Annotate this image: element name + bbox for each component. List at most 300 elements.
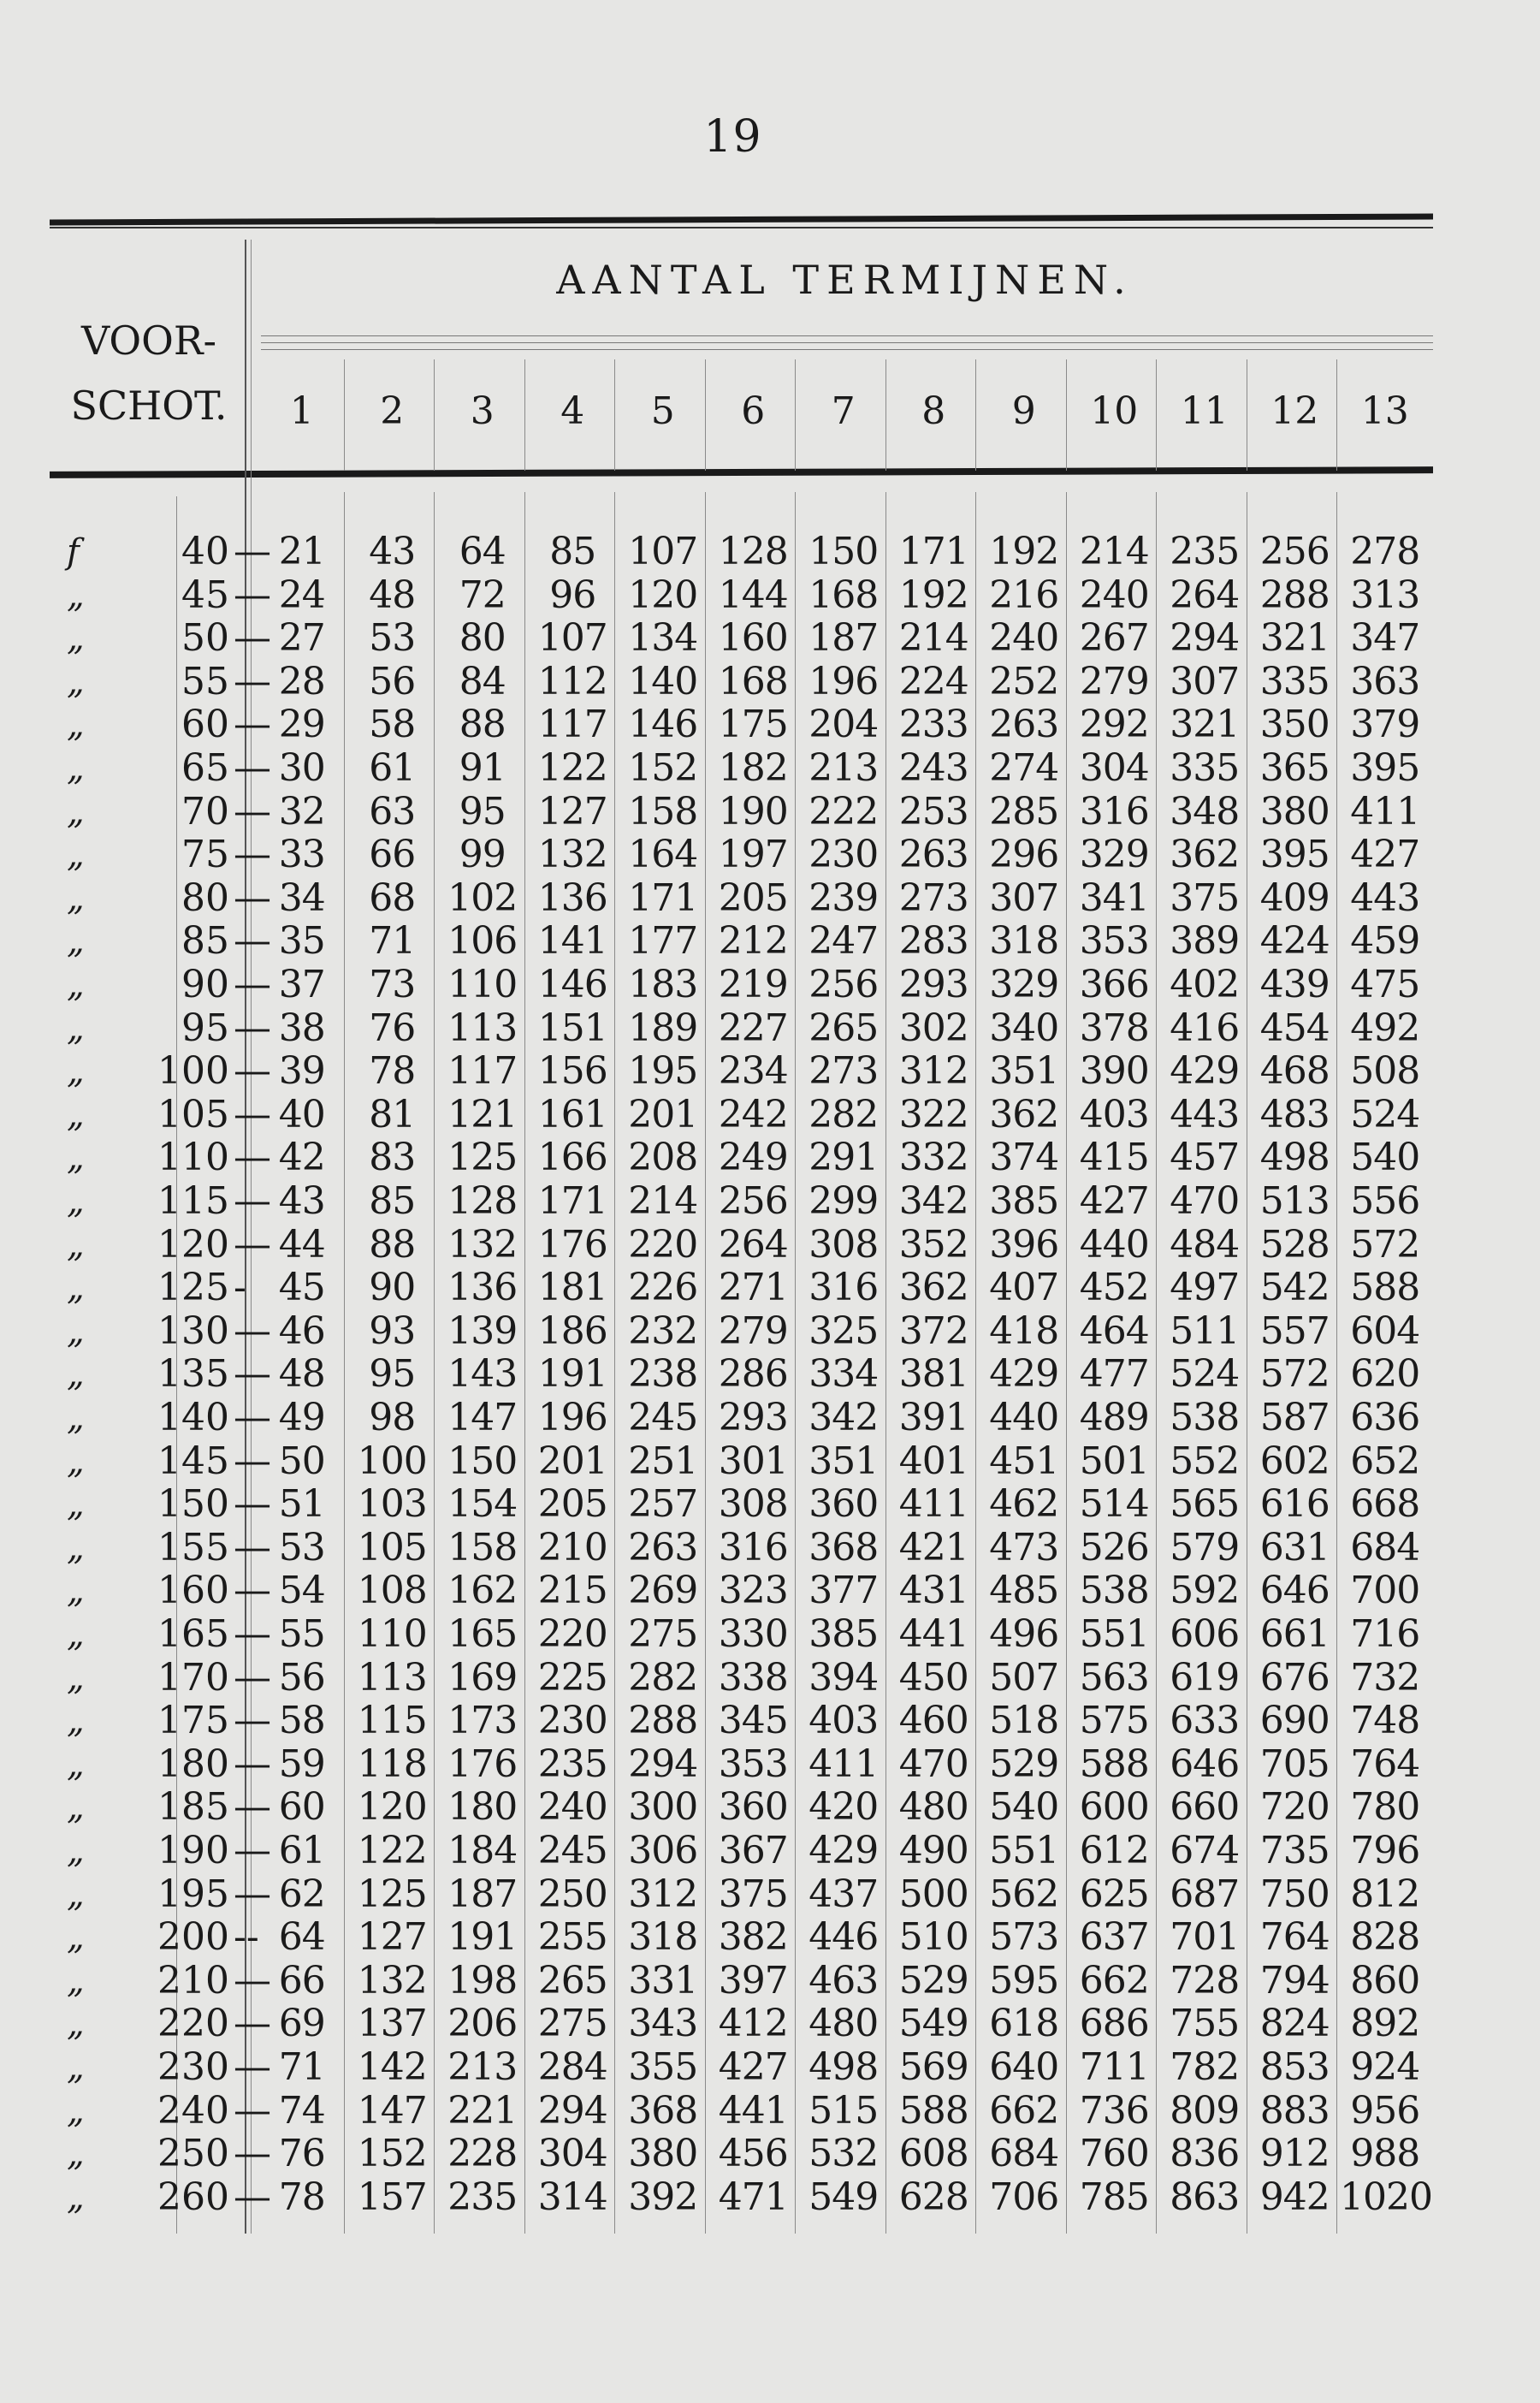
- column-number: 2: [380, 389, 405, 433]
- installment-value: 588: [1079, 1741, 1149, 1786]
- installment-value: 171: [537, 1179, 607, 1223]
- installment-value: 264: [718, 1222, 788, 1267]
- installment-value: 785: [1079, 2175, 1149, 2219]
- installment-value: 150: [808, 530, 879, 573]
- installment-value: 427: [1079, 1179, 1149, 1223]
- installment-value: 125: [357, 1872, 427, 1916]
- currency-mark: f: [67, 532, 80, 572]
- installment-value: 285: [989, 789, 1059, 834]
- installment-value: 377: [808, 1569, 879, 1613]
- installment-value: 362: [898, 1266, 968, 1310]
- installment-value: 78: [278, 2175, 325, 2219]
- amount-dash: —: [234, 2002, 271, 2046]
- installment-value: 132: [357, 1958, 427, 2002]
- installment-value: 103: [357, 1482, 427, 1527]
- installment-value: 132: [447, 1222, 518, 1267]
- installment-value: 551: [1079, 1612, 1149, 1656]
- installment-value: 64: [459, 530, 506, 573]
- installment-value: 924: [1350, 2045, 1420, 2089]
- installment-value: 636: [1350, 1396, 1420, 1439]
- table-row: [50, 1180, 1470, 1223]
- installment-value: 764: [1350, 1741, 1420, 1786]
- installment-value: 245: [537, 1829, 607, 1872]
- installment-value: 498: [808, 2045, 879, 2089]
- installment-value: 105: [357, 1525, 427, 1569]
- amount-dash: —: [234, 1049, 271, 1094]
- installment-value: 524: [1350, 1092, 1420, 1136]
- installment-value: 661: [1259, 1612, 1330, 1656]
- amount-dash: —: [234, 2175, 271, 2219]
- installment-value: 196: [808, 659, 879, 703]
- installment-value: 382: [718, 1915, 788, 1960]
- installment-value: 441: [898, 1612, 968, 1656]
- installment-value: 706: [989, 2175, 1059, 2219]
- installment-value: 619: [1170, 1655, 1240, 1700]
- amount-dash: —: [234, 1222, 271, 1267]
- table-row: [50, 1310, 1470, 1353]
- currency-mark: „: [67, 1485, 85, 1525]
- installment-value: 416: [1170, 1006, 1240, 1050]
- installment-value: 171: [628, 875, 698, 920]
- table-row: [50, 1267, 1470, 1309]
- installment-value: 329: [1079, 833, 1149, 877]
- installment-value: 102: [447, 875, 518, 920]
- installment-value: 90: [369, 1266, 416, 1310]
- installment-value: 288: [628, 1699, 698, 1743]
- installment-value: 108: [357, 1569, 427, 1613]
- table-row: [50, 1094, 1470, 1136]
- currency-mark: „: [67, 1658, 85, 1698]
- installment-value: 34: [278, 875, 325, 920]
- installment-value: 235: [1170, 530, 1240, 573]
- page-number: 19: [703, 111, 762, 163]
- installment-value: 107: [537, 616, 607, 661]
- table-row: [50, 617, 1470, 660]
- installment-value: 288: [1259, 573, 1330, 617]
- installment-value: 394: [808, 1655, 879, 1700]
- installment-value: 150: [447, 1439, 518, 1483]
- installment-value: 169: [447, 1655, 518, 1700]
- installment-value: 43: [369, 530, 416, 573]
- installment-value: 33: [278, 833, 325, 877]
- installment-value: 256: [718, 1179, 788, 1223]
- installment-value: 366: [1079, 963, 1149, 1006]
- installment-value: 304: [1079, 746, 1149, 790]
- installment-value: 224: [898, 659, 968, 703]
- installment-value: 294: [628, 1741, 698, 1786]
- installment-value: 120: [628, 573, 698, 617]
- installment-value: 304: [537, 2132, 607, 2176]
- installment-value: 526: [1079, 1525, 1149, 1569]
- installment-value: 125: [447, 1136, 518, 1180]
- installment-value: 46: [278, 1308, 325, 1353]
- installment-value: 213: [808, 746, 879, 790]
- installment-value: 157: [357, 2175, 427, 2219]
- installment-value: 468: [1259, 1049, 1330, 1094]
- installment-value: 764: [1259, 1915, 1330, 1960]
- installment-value: 391: [898, 1396, 968, 1439]
- installment-value: 182: [718, 746, 788, 790]
- table-row: [50, 964, 1470, 1006]
- advance-amount: 180: [157, 1741, 229, 1786]
- installment-value: 95: [459, 789, 506, 834]
- amount-dash: —: [234, 1741, 271, 1786]
- installment-value: 54: [278, 1569, 325, 1613]
- installment-value: 352: [898, 1222, 968, 1267]
- advance-amount: 150: [157, 1482, 229, 1527]
- installment-value: 459: [1350, 919, 1420, 964]
- installment-value: 71: [278, 2045, 325, 2089]
- installment-value: 128: [447, 1179, 518, 1223]
- table-row: [50, 1743, 1470, 1786]
- table-row: [50, 2002, 1470, 2045]
- installment-value: 457: [1170, 1136, 1240, 1180]
- installment-value: 375: [718, 1872, 788, 1916]
- column-rule: [1336, 359, 1337, 471]
- installment-value: 147: [357, 2088, 427, 2133]
- installment-value: 69: [278, 2002, 325, 2046]
- installment-value: 68: [369, 875, 416, 920]
- installment-value: 690: [1259, 1699, 1330, 1743]
- installment-value: 249: [718, 1136, 788, 1180]
- installment-value: 61: [369, 746, 416, 790]
- advance-amount: 115: [157, 1179, 229, 1223]
- installment-value: 168: [718, 659, 788, 703]
- installment-value: 255: [537, 1915, 607, 1960]
- table-row: [50, 703, 1470, 746]
- installment-value: 595: [989, 1958, 1059, 2002]
- installment-value: 431: [898, 1569, 968, 1613]
- currency-mark: „: [67, 1961, 85, 2001]
- table-row: [50, 2176, 1470, 2219]
- currency-mark: „: [67, 575, 85, 615]
- installment-value: 782: [1170, 2045, 1240, 2089]
- installment-value: 84: [459, 659, 506, 703]
- installment-value: 186: [537, 1308, 607, 1353]
- installment-value: 284: [537, 2045, 607, 2089]
- amount-dash: —: [234, 746, 271, 790]
- currency-mark: „: [67, 1918, 85, 1958]
- installment-value: 294: [537, 2088, 607, 2133]
- installment-value: 158: [447, 1525, 518, 1569]
- voorschot-line1: VOOR-: [80, 317, 216, 364]
- installment-value: 489: [1079, 1396, 1149, 1439]
- installment-value: 372: [898, 1308, 968, 1353]
- installment-value: 156: [537, 1049, 607, 1094]
- installment-value: 321: [1170, 703, 1240, 747]
- advance-amount: 135: [157, 1352, 229, 1397]
- installment-value: 463: [808, 1958, 879, 2002]
- installment-value: 184: [447, 1829, 518, 1872]
- currency-mark: „: [67, 1571, 85, 1611]
- amount-dash: —: [234, 789, 271, 834]
- installment-value: 600: [1079, 1785, 1149, 1830]
- advance-amount: 80: [181, 875, 229, 920]
- installment-value: 201: [537, 1439, 607, 1483]
- installment-value: 279: [1079, 659, 1149, 703]
- installment-value: 676: [1259, 1655, 1330, 1700]
- installment-value: 110: [447, 963, 518, 1006]
- amount-dash: —: [234, 1136, 271, 1180]
- installment-value: 181: [537, 1266, 607, 1310]
- installment-value: 257: [628, 1482, 698, 1527]
- amount-dash: —: [234, 1829, 271, 1872]
- installment-value: 956: [1350, 2088, 1420, 2133]
- currency-mark: „: [67, 619, 85, 659]
- installment-value: 863: [1170, 2175, 1240, 2219]
- column-rule: [614, 359, 615, 471]
- installment-value: 316: [808, 1266, 879, 1310]
- installment-value: 205: [718, 875, 788, 920]
- installment-value: 306: [628, 1829, 698, 1872]
- installment-value: 579: [1170, 1525, 1240, 1569]
- installment-value: 314: [537, 2175, 607, 2219]
- installment-value: 283: [898, 919, 968, 964]
- installment-value: 552: [1170, 1439, 1240, 1483]
- installment-value: 674: [1170, 1829, 1240, 1872]
- installment-value: 732: [1350, 1655, 1420, 1700]
- installment-value: 587: [1259, 1396, 1330, 1439]
- amount-dash: —: [234, 659, 271, 703]
- installment-value: 42: [278, 1136, 325, 1180]
- installment-value: 48: [369, 573, 416, 617]
- installment-value: 497: [1170, 1266, 1240, 1310]
- installment-value: 331: [628, 1958, 698, 2002]
- installment-value: 608: [898, 2132, 968, 2176]
- installment-value: 53: [278, 1525, 325, 1569]
- installment-value: 628: [898, 2175, 968, 2219]
- table-row: [50, 1700, 1470, 1742]
- installment-value: 345: [718, 1699, 788, 1743]
- table-row: [50, 2046, 1470, 2089]
- installment-value: 62: [278, 1872, 325, 1916]
- installment-value: 549: [808, 2175, 879, 2219]
- installment-value: 510: [898, 1915, 968, 1960]
- advance-amount: 110: [157, 1136, 229, 1180]
- installment-value: 988: [1350, 2132, 1420, 2176]
- column-number: 4: [560, 389, 585, 433]
- installment-value: 308: [808, 1222, 879, 1267]
- installment-value: 403: [1079, 1092, 1149, 1136]
- installment-value: 824: [1259, 2002, 1330, 2046]
- installment-value: 302: [898, 1006, 968, 1050]
- installment-value: 205: [537, 1482, 607, 1527]
- advance-amount: 200: [157, 1915, 229, 1960]
- table-row: [50, 1397, 1470, 1439]
- installment-value: 51: [278, 1482, 325, 1527]
- installment-value: 151: [537, 1006, 607, 1050]
- advance-amount: 45: [181, 573, 229, 617]
- installment-value: 247: [808, 919, 879, 964]
- table-row: [50, 2133, 1470, 2175]
- installment-value: 437: [808, 1872, 879, 1916]
- currency-mark: „: [67, 1095, 85, 1135]
- table-row: [50, 1873, 1470, 1916]
- installment-value: 171: [898, 530, 968, 573]
- advance-amount: 60: [181, 703, 229, 747]
- installment-value: 409: [1259, 875, 1330, 920]
- amount-dash: —: [234, 1655, 271, 1700]
- installment-value: 538: [1079, 1569, 1149, 1613]
- installment-value: 501: [1079, 1439, 1149, 1483]
- installment-value: 29: [278, 703, 325, 747]
- amount-dash: —: [234, 1006, 271, 1050]
- installment-value: 556: [1350, 1179, 1420, 1223]
- installment-value: 565: [1170, 1482, 1240, 1527]
- installment-value: 137: [357, 2002, 427, 2046]
- installment-value: 511: [1170, 1308, 1240, 1353]
- installment-value: 132: [537, 833, 607, 877]
- installment-value: 263: [628, 1525, 698, 1569]
- installment-value: 480: [898, 1785, 968, 1830]
- installment-value: 113: [447, 1006, 518, 1050]
- installment-value: 164: [628, 833, 698, 877]
- installment-value: 206: [447, 2002, 518, 2046]
- advance-amount: 75: [181, 833, 229, 877]
- installment-value: 230: [537, 1699, 607, 1743]
- installment-value: 28: [278, 659, 325, 703]
- installment-value: 66: [278, 1958, 325, 2002]
- installment-value: 228: [447, 2132, 518, 2176]
- installment-value: 312: [628, 1872, 698, 1916]
- installment-value: 273: [898, 875, 968, 920]
- table-row: [50, 1353, 1470, 1396]
- installment-value: 134: [628, 616, 698, 661]
- installment-value: 136: [447, 1266, 518, 1310]
- installment-value: 532: [808, 2132, 879, 2176]
- installment-value: 572: [1259, 1352, 1330, 1397]
- installment-value: 275: [537, 2002, 607, 2046]
- installment-value: 809: [1170, 2088, 1240, 2133]
- installment-value: 187: [447, 1872, 518, 1916]
- currency-mark: „: [67, 749, 85, 788]
- installment-value: 269: [628, 1569, 698, 1613]
- top-rule: [50, 210, 1433, 235]
- installment-value: 308: [718, 1482, 788, 1527]
- installment-value: 198: [447, 1958, 518, 2002]
- installment-value: 402: [1170, 963, 1240, 1006]
- installment-value: 500: [898, 1872, 968, 1916]
- installment-value: 1020: [1340, 2175, 1432, 2219]
- installment-value: 195: [628, 1049, 698, 1094]
- amount-dash: —: [234, 1525, 271, 1569]
- installment-value: 397: [718, 1958, 788, 2002]
- advance-amount: 185: [157, 1785, 229, 1830]
- installment-value: 117: [537, 703, 607, 747]
- installment-value: 127: [537, 789, 607, 834]
- installment-value: 274: [989, 746, 1059, 790]
- advance-amount: 220: [157, 2002, 229, 2046]
- installment-value: 144: [718, 573, 788, 617]
- installment-value: 796: [1350, 1829, 1420, 1872]
- installment-value: 452: [1079, 1266, 1149, 1310]
- installment-value: 239: [808, 875, 879, 920]
- installment-value: 515: [808, 2088, 879, 2133]
- installment-value: 395: [1350, 746, 1420, 790]
- installment-value: 40: [278, 1092, 325, 1136]
- installment-value: 662: [989, 2088, 1059, 2133]
- installment-value: 271: [718, 1266, 788, 1310]
- termijnen-title: AANTAL TERMIJNEN.: [556, 257, 1134, 303]
- installment-value: 612: [1079, 1829, 1149, 1872]
- column-number: 12: [1270, 389, 1319, 433]
- installment-value: 360: [808, 1482, 879, 1527]
- installment-value: 701: [1170, 1915, 1240, 1960]
- installment-value: 705: [1259, 1741, 1330, 1786]
- amount-dash: —: [234, 1308, 271, 1353]
- installment-value: 620: [1350, 1352, 1420, 1397]
- installment-value: 245: [628, 1396, 698, 1439]
- amount-dash: —: [234, 919, 271, 964]
- voorschot-header: [50, 308, 248, 438]
- amount-dash: —: [234, 1482, 271, 1527]
- installment-value: 374: [989, 1136, 1059, 1180]
- column-rule: [524, 359, 525, 471]
- column-rule: [1156, 359, 1157, 471]
- installment-value: 368: [808, 1525, 879, 1569]
- currency-mark: „: [67, 2134, 85, 2175]
- installment-value: 233: [898, 703, 968, 747]
- installment-value: 265: [808, 1006, 879, 1050]
- installment-value: 214: [628, 1179, 698, 1223]
- installment-value: 219: [718, 963, 788, 1006]
- installment-value: 275: [628, 1612, 698, 1656]
- installment-value: 291: [808, 1136, 879, 1180]
- amount-dash: —: [234, 963, 271, 1006]
- installment-value: 668: [1350, 1482, 1420, 1527]
- installment-value: 232: [628, 1308, 698, 1353]
- installment-value: 606: [1170, 1612, 1240, 1656]
- currency-mark: „: [67, 1008, 85, 1048]
- installment-value: 128: [718, 530, 788, 573]
- installment-value: 142: [357, 2045, 427, 2089]
- installment-value: 367: [718, 1829, 788, 1872]
- table-row: [50, 2090, 1470, 2133]
- installment-value: 76: [369, 1006, 416, 1050]
- amount-dash: —: [234, 703, 271, 747]
- installment-value: 55: [278, 1612, 325, 1656]
- installment-value: 403: [808, 1699, 879, 1743]
- amount-dash: —: [234, 1958, 271, 2002]
- installment-value: 187: [808, 616, 879, 661]
- installment-value: 321: [1259, 616, 1330, 661]
- installment-value: 464: [1079, 1308, 1149, 1353]
- installment-value: 322: [898, 1092, 968, 1136]
- installment-value: 652: [1350, 1439, 1420, 1483]
- installment-value: 32: [278, 789, 325, 834]
- currency-mark: „: [67, 1441, 85, 1481]
- advance-amount: 190: [157, 1829, 229, 1872]
- advance-amount: 260: [157, 2175, 229, 2219]
- installment-value: 456: [718, 2132, 788, 2176]
- column-number: 8: [921, 389, 946, 433]
- installment-value: 529: [898, 1958, 968, 2002]
- installment-value: 646: [1170, 1741, 1240, 1786]
- installment-value: 30: [278, 746, 325, 790]
- installment-value: 161: [537, 1092, 607, 1136]
- installment-value: 225: [537, 1655, 607, 1700]
- installment-value: 213: [447, 2045, 518, 2089]
- installment-value: 720: [1259, 1785, 1330, 1830]
- installment-value: 538: [1170, 1396, 1240, 1439]
- installment-value: 480: [808, 2002, 879, 2046]
- installment-value: 572: [1350, 1222, 1420, 1267]
- installment-value: 780: [1350, 1785, 1420, 1830]
- installment-value: 307: [1170, 659, 1240, 703]
- installment-value: 242: [718, 1092, 788, 1136]
- installment-value: 88: [459, 703, 506, 747]
- installment-value: 812: [1350, 1872, 1420, 1916]
